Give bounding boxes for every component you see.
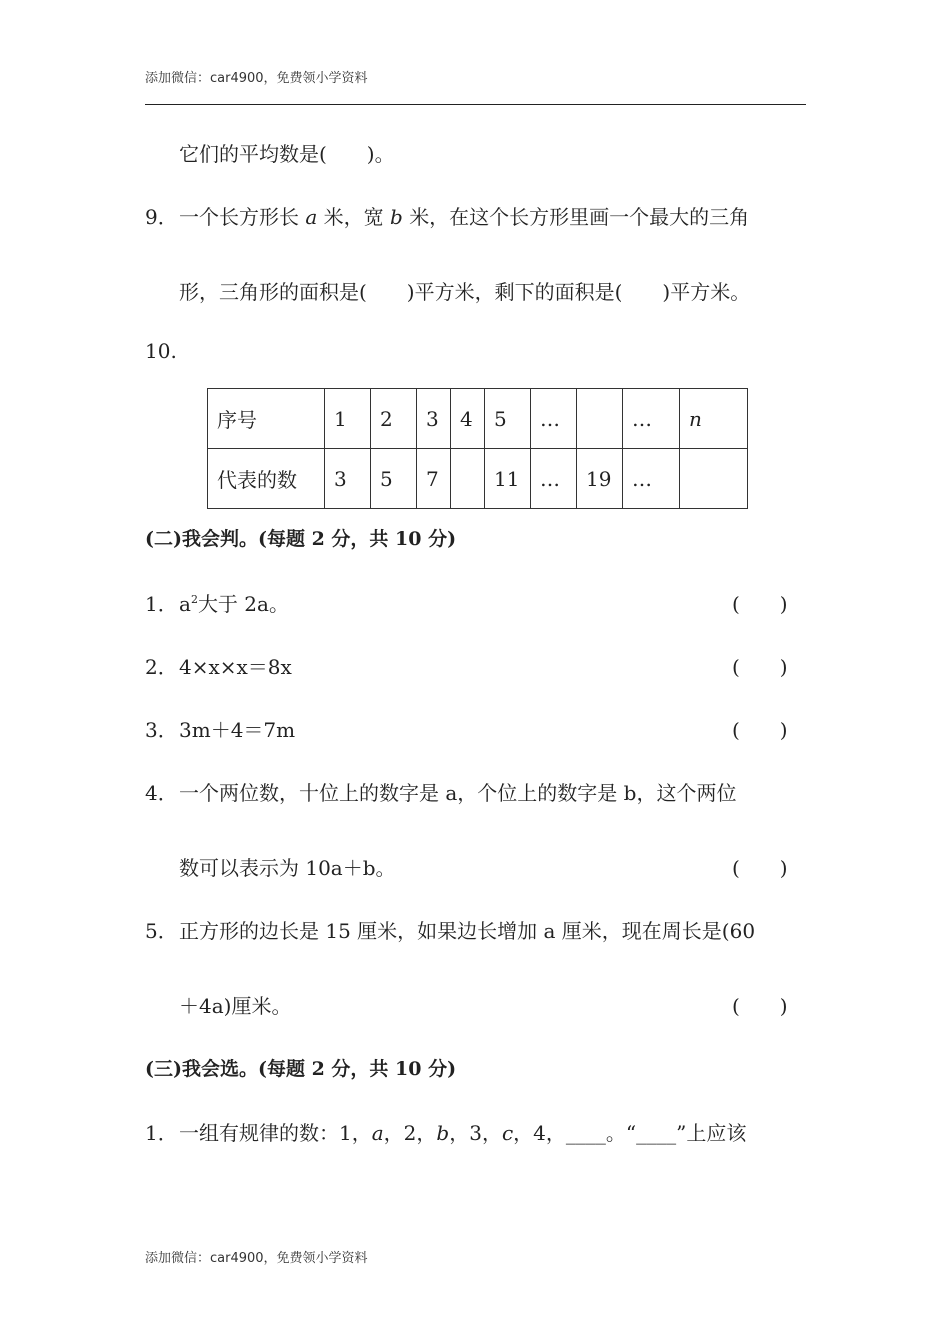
sequence-table	[207, 388, 748, 509]
q8-continuation: 它们的平均数是( )。	[179, 142, 395, 166]
judge-q4-line2: 数可以表示为 10a＋b。	[179, 856, 396, 880]
q9-number: 9．	[145, 205, 178, 229]
q10-number: 10.	[145, 339, 177, 363]
choose-q1-number: 1．	[145, 1121, 178, 1145]
table-cell: …	[623, 389, 680, 449]
judge-q2-text: 4×x×x＝8x	[179, 655, 292, 679]
table-cell: 序号	[208, 389, 325, 449]
choose-section-title: (三)我会选。(每题 2 分，共 10 分)	[145, 1058, 457, 1080]
table-cell	[577, 389, 623, 449]
table-cell	[451, 449, 485, 509]
table-cell: …	[531, 389, 577, 449]
judge-q3-number: 3．	[145, 718, 178, 742]
judge-q1-text: $a^2$大于 2a。	[179, 592, 289, 616]
table-cell: 4	[451, 389, 485, 449]
judge-q1-number: 1．	[145, 592, 178, 616]
judge-q4-line1: 一个两位数，十位上的数字是 a，个位上的数字是 b，这个两位	[179, 781, 737, 805]
table-cell: 5	[485, 389, 531, 449]
page-header: 添加微信：car4900，免费领小学资料	[145, 71, 368, 86]
judge-q5-line2: ＋4a)厘米。	[179, 994, 292, 1018]
q9-line1: 一个长方形长 a 米，宽 b 米，在这个长方形里画一个最大的三角	[179, 205, 750, 229]
judge-q4-number: 4．	[145, 781, 178, 805]
judge-q2-answer-blank[interactable]: ( )	[732, 655, 788, 679]
q9-line2: 形，三角形的面积是( )平方米，剩下的面积是( )平方米。	[179, 280, 751, 304]
judge-q5-answer-blank[interactable]: ( )	[732, 994, 788, 1018]
table-row	[208, 449, 748, 509]
judge-q2-number: 2．	[145, 655, 178, 679]
table-cell: 11	[485, 449, 531, 509]
table-cell: …	[531, 449, 577, 509]
judge-q5-line1: 正方形的边长是 15 厘米，如果边长增加 a 厘米，现在周长是(60	[179, 919, 756, 943]
table-cell: 代表的数	[208, 449, 325, 509]
table-cell	[680, 449, 748, 509]
table-row	[208, 389, 748, 449]
judge-q1-answer-blank[interactable]: ( )	[732, 592, 788, 616]
judge-q3-answer-blank[interactable]: ( )	[732, 718, 788, 742]
table-cell: 2	[371, 389, 417, 449]
table-cell: 7	[417, 449, 451, 509]
judge-q4-answer-blank[interactable]: ( )	[732, 856, 788, 880]
judge-q5-number: 5．	[145, 919, 178, 943]
table-cell: 3	[325, 449, 371, 509]
table-cell: n	[680, 389, 748, 449]
judge-q3-text: 3m＋4＝7m	[179, 718, 296, 742]
table-cell: 3	[417, 389, 451, 449]
table-cell: 19	[577, 449, 623, 509]
choose-q1-text: 一组有规律的数：1，a，2，b，3，c，4，____。“____”上应该	[179, 1121, 747, 1145]
table-cell: 5	[371, 449, 417, 509]
header-rule	[145, 104, 806, 105]
page-footer: 添加微信：car4900，免费领小学资料	[145, 1251, 368, 1266]
judge-section-title: (二)我会判。(每题 2 分，共 10 分)	[145, 528, 457, 550]
table-cell: …	[623, 449, 680, 509]
table-cell: 1	[325, 389, 371, 449]
